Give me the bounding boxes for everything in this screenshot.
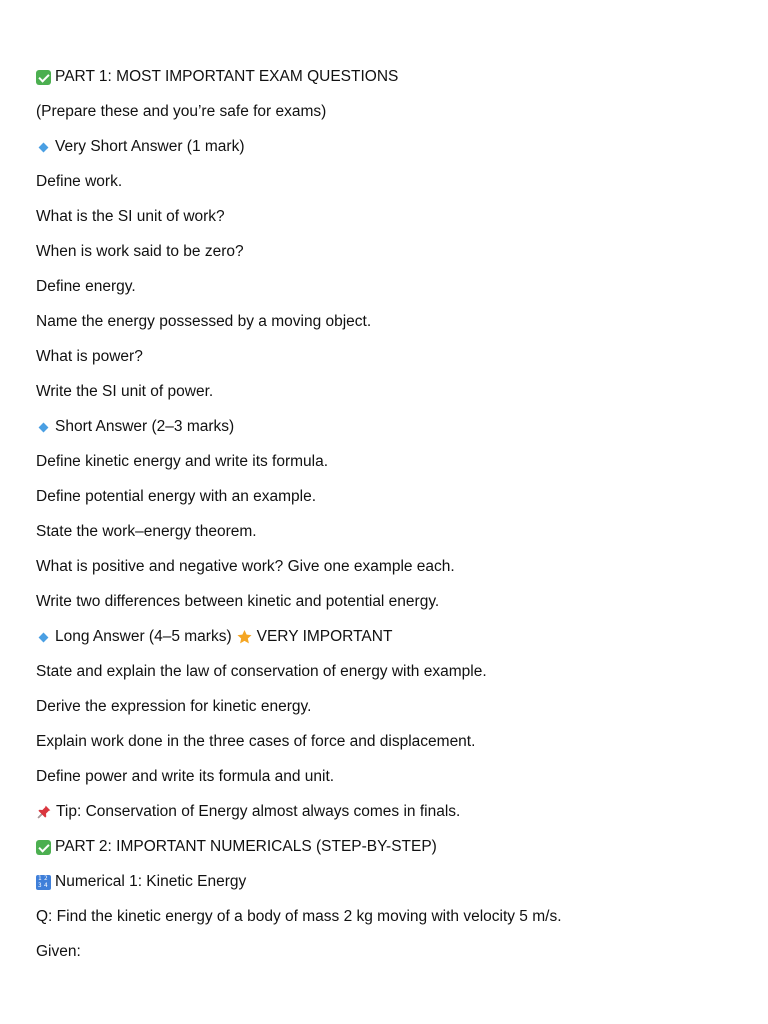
blue-diamond-icon — [36, 140, 51, 155]
part1-heading-line — [36, 67, 744, 87]
question-item: Derive the expression for kinetic energy. — [36, 698, 312, 715]
very-important-label: VERY IMPORTANT — [256, 628, 393, 645]
long-heading: Long Answer (4–5 marks) — [55, 628, 232, 645]
input-numbers-icon: 1 2 3 4 — [36, 875, 51, 890]
numerical1-heading: Numerical 1: Kinetic Energy — [55, 873, 247, 890]
numerical1-given: Given: — [36, 943, 81, 960]
part1-note: (Prepare these and you’re safe for exams) — [36, 103, 327, 120]
question-item: State the work–energy theorem. — [36, 523, 257, 540]
question-item: State and explain the law of conservation of energy with example. — [36, 663, 487, 680]
tip-line — [36, 802, 744, 822]
numerical1-question: Q: Find the kinetic energy of a body of mass 2 kg moving with velocity 5 m/s. — [36, 908, 562, 925]
question-item: Explain work done in the three cases of force and displacement. — [36, 733, 476, 750]
pushpin-icon — [36, 804, 52, 820]
question-item: What is the SI unit of work? — [36, 208, 225, 225]
tip-text: Tip: Conservation of Energy almost always comes in finals. — [56, 803, 461, 820]
question-item: Write the SI unit of power. — [36, 383, 214, 400]
question-item: Define work. — [36, 173, 123, 190]
question-item: Define potential energy with an example. — [36, 488, 317, 505]
question-item: What is power? — [36, 348, 143, 365]
very-short-heading-line — [36, 137, 744, 157]
part2-heading-line — [36, 837, 744, 857]
question-item: Define power and write its formula and unit. — [36, 768, 335, 785]
question-item: Name the energy possessed by a moving object. — [36, 313, 372, 330]
blue-diamond-icon — [36, 630, 51, 645]
check-mark-icon — [36, 70, 51, 85]
long-heading-line — [36, 627, 744, 647]
question-item: Write two differences between kinetic and potential energy. — [36, 593, 440, 610]
star-icon — [236, 629, 253, 645]
short-heading-line — [36, 417, 744, 437]
blue-diamond-icon — [36, 420, 51, 435]
part1-heading: PART 1: MOST IMPORTANT EXAM QUESTIONS — [55, 68, 399, 85]
question-item: What is positive and negative work? Give one example each. — [36, 558, 455, 575]
numerical1-heading-line — [36, 872, 744, 892]
short-heading: Short Answer (2–3 marks) — [55, 418, 235, 435]
question-item: Define kinetic energy and write its formula. — [36, 453, 329, 470]
question-item: When is work said to be zero? — [36, 243, 244, 260]
part2-heading: PART 2: IMPORTANT NUMERICALS (STEP-BY-STEP) — [55, 838, 437, 855]
very-short-heading: Very Short Answer (1 mark) — [55, 138, 245, 155]
question-item: Define energy. — [36, 278, 136, 295]
check-mark-icon — [36, 840, 51, 855]
